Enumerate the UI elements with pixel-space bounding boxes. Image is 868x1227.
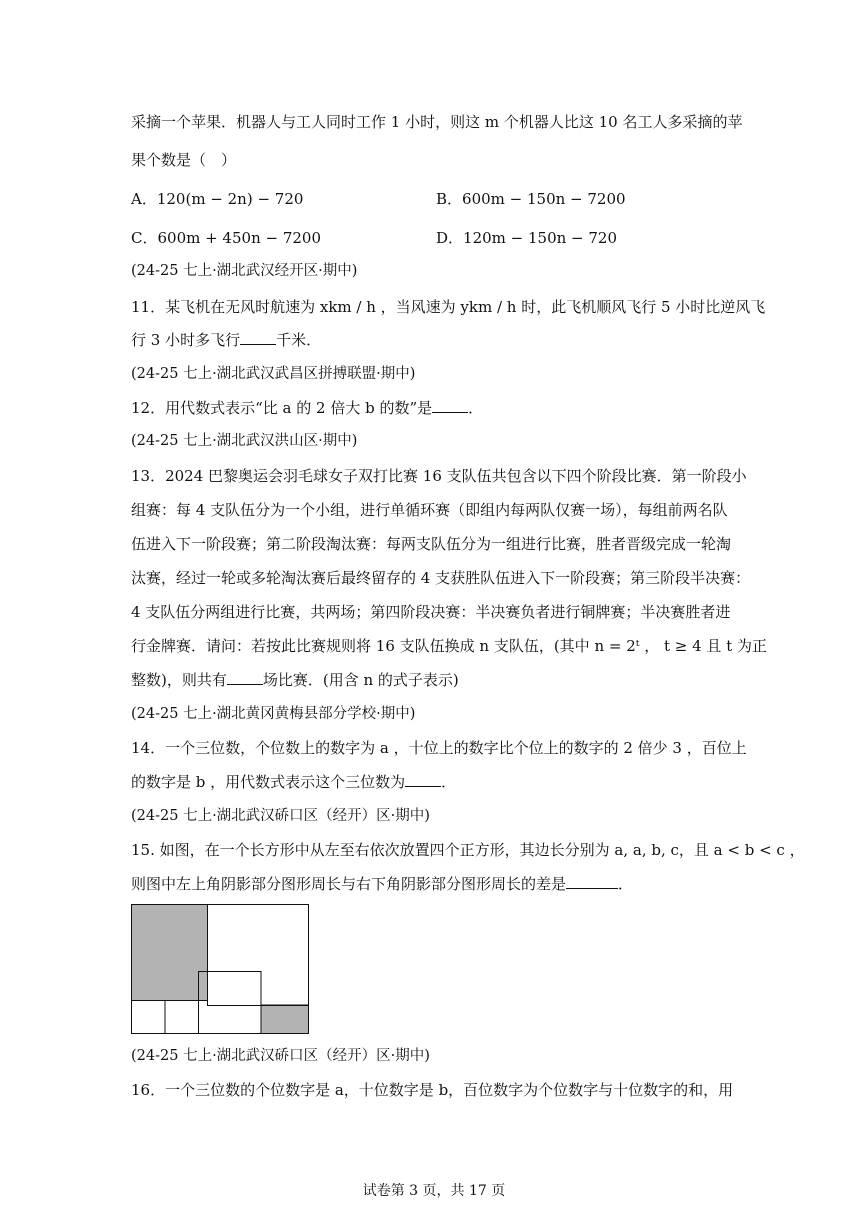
q10-line-1: 采摘一个苹果．机器人与工人同时工作 1 小时，则这 m 个机器人比这 10 名工人多采摘的苹 (131, 113, 743, 131)
q15-source: (24-25 七上·湖北武汉硚口区（经开）区·期中) (131, 808, 430, 824)
q14-source: (24-25 七上·湖北黄冈黄梅县部分学校·期中) (131, 706, 416, 722)
q12-source: (24-25 七上·湖北武汉武昌区拼搏联盟·期中) (131, 366, 416, 382)
bottom-right-shaded-region (261, 1005, 309, 1034)
q11-line-2-end: 千米． (276, 331, 322, 349)
q13-line-4: 汰赛，经过一轮或多轮淘汰赛后最终留存的 4 支获胜队伍进入下一阶段赛；第三阶段半决赛： (131, 569, 751, 587)
q14-line-2-end: ． (441, 773, 457, 791)
q14-line-2-text: 的数字是 b ，用代数式表示这个三位数为 (131, 773, 406, 791)
q15-squares-figure (131, 904, 311, 1036)
q13-line-3: 伍进入下一阶段赛；第二阶段淘汰赛：每两支队伍分为一组进行比赛，胜者晋级完成一轮淘 (131, 535, 732, 553)
q10-option-a: A．120(m − 2n) − 720 (131, 190, 304, 208)
q10-option-d: D．120m − 150n − 720 (436, 229, 618, 247)
page-footer: 试卷第 3 页，共 17 页 (362, 1183, 506, 1199)
q11-answer-blank[interactable] (240, 330, 276, 345)
q12-line-1-end: ． (468, 399, 484, 417)
q13-line-6: 行金牌赛．请问：若按此比赛规则将 16 支队伍换成 n 支队伍，(其中 n = 2ᵗ ， t ≥ 4 且 t 为正 (131, 637, 767, 655)
q15-answer-blank[interactable] (566, 874, 618, 889)
q15-line-2 (131, 874, 633, 894)
q10-option-c: C．600m + 450n − 7200 (131, 229, 322, 247)
q16-source: (24-25 七上·湖北武汉硚口区（经开）区·期中) (131, 1048, 430, 1064)
q15-line-1: 15. 如图，在一个长方形中从左至右依次放置四个正方形，其边长分别为 a, a, b, c，且 a < b < c ， (131, 841, 805, 859)
q12-line-1-text: 12．用代数式表示“比 a 的 2 倍大 b 的数”是 (131, 399, 433, 417)
top-left-shaded-region (132, 905, 208, 1001)
q10-line-2: 果个数是（ ） (131, 151, 237, 169)
q13-line-5: 4 支队伍分两组进行比赛，共两场；第四阶段决赛：半决赛负者进行铜牌赛；半决赛胜者进 (131, 603, 731, 621)
q14-line-1: 14．一个三位数，个位数上的数字为 a ，十位上的数字比个位上的数字的 2 倍少 3 ，百位上 (131, 739, 747, 757)
q11-source: (24-25 七上·湖北武汉经开区·期中) (131, 263, 358, 279)
q11-line-2-text: 行 3 小时多飞行 (131, 331, 241, 349)
q12-line-1 (131, 398, 483, 418)
q15-line-2-end: ． (618, 875, 634, 893)
q13-line-7-end: 场比赛．(用含 n 的式子表示) (262, 671, 459, 689)
q11-line-2 (131, 330, 321, 350)
q11-line-1: 11．某飞机在无风时航速为 xkm / h ，当风速为 ykm / h 时，此飞机顺风飞行 5 小时比逆风飞 (131, 298, 766, 316)
q13-answer-blank[interactable] (227, 670, 263, 685)
q16-line-1: 16．一个三位数的个位数字是 a，十位数字是 b，百位数字为个位数字与十位数字的和，用 (131, 1081, 734, 1099)
q13-line-7-text: 整数)，则共有 (131, 671, 227, 689)
q13-line-7 (131, 670, 459, 690)
q13-source: (24-25 七上·湖北武汉洪山区·期中) (131, 433, 358, 449)
q14-line-2 (131, 772, 456, 792)
q10-option-b: B．600m − 150n − 7200 (436, 190, 626, 208)
q13-line-1: 13．2024 巴黎奥运会羽毛球女子双打比赛 16 支队伍共包含以下四个阶段比赛．第一阶段小 (131, 467, 747, 485)
q15-line-2-text: 则图中左上角阴影部分图形周长与右下角阴影部分图形周长的差是 (131, 875, 567, 893)
q14-answer-blank[interactable] (405, 772, 441, 787)
q13-line-2: 组赛：每 4 支队伍分为一个小组，进行单循环赛（即组内每两队仅赛一场），每组前两名队 (131, 501, 728, 519)
q12-answer-blank[interactable] (432, 398, 468, 413)
